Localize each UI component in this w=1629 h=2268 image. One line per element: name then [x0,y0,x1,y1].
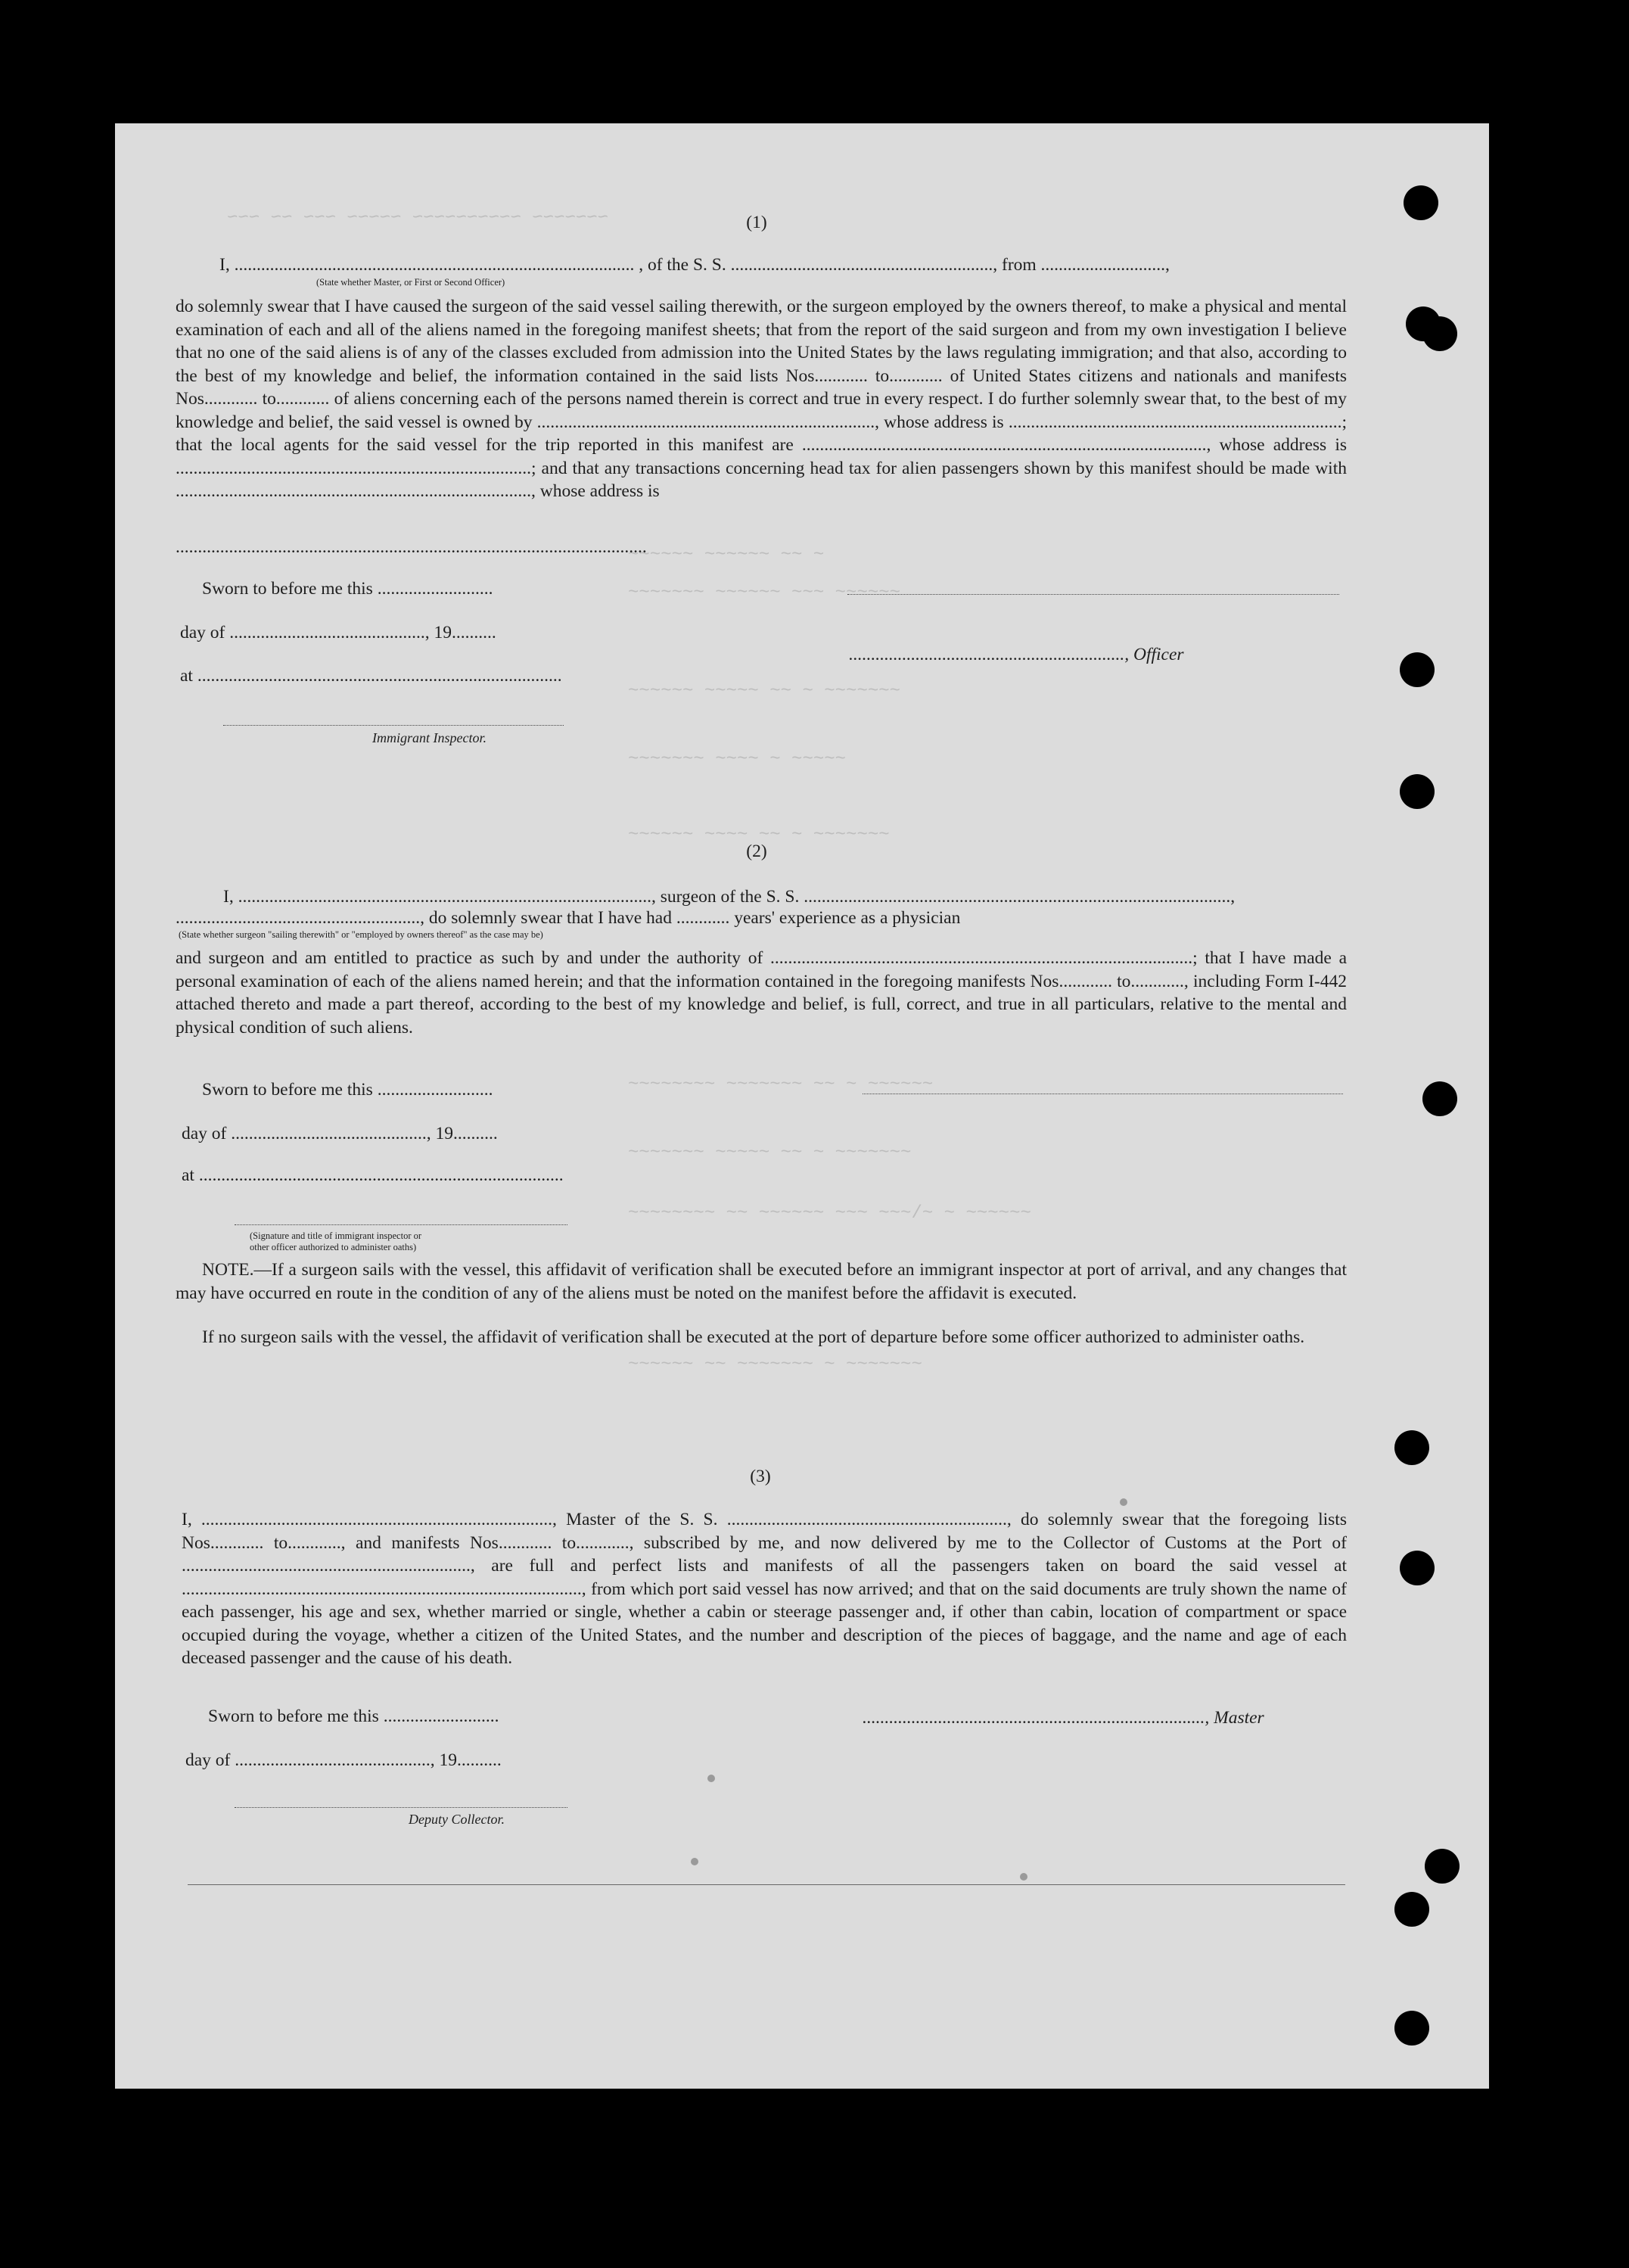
punch-hole [1400,774,1435,809]
paper-speck [1020,1873,1027,1881]
section2-paragraph: and surgeon and am entitled to practice as such by and under the authority of ...............................................................................................; that I have made a personal examination of each of the aliens named herein; and that the information contained in the foregoing manifests Nos............ to............, including Form I-442 attached thereto and made a part thereof, according to the best of my knowledge and belief, is full, correct, and true in all particulars, relative to the mental and physical condition of such aliens. [176,948,1347,1038]
section2-sworn: Sworn to before me this .......................... [202,1080,493,1100]
punch-hole [1422,316,1457,351]
section3-collector-line [235,1807,567,1809]
paper-speck [707,1775,715,1782]
bottom-rule [188,1884,1345,1885]
bleed-through-text: ~~~~~~~ ~~~~~~ ~~~ ~~~~~~ [628,583,901,603]
section3-collector-caption: Deputy Collector. [409,1812,505,1827]
section2-hint-line1: (Signature and title of immigrant inspector or [250,1230,422,1241]
bleed-through-text: ~~~~~~ ~~~~ ~~ ~ ~~~~~~~ [628,825,890,845]
punch-hole [1425,1849,1460,1884]
punch-hole [1400,652,1435,687]
section3-number: (3) [750,1467,771,1486]
section2-hint: (State whether surgeon "sailing therewith" or "employed by owners thereof" as the case may be) [179,929,543,940]
bleed-through-text: ~~~ ~~ ~~~ ~~~~~ ~~~~~~~~~~ ~~~~~~~ [227,204,609,225]
section1-at: at .................................................................................. [180,666,562,686]
section2-note-second: If no surgeon sails with the vessel, the affidavit of verification shall be executed at the port of departure before some officer authorized to administer oaths. [202,1327,1305,1347]
bleed-through-text: ~~~~~~ ~~ ~~~~~~~ ~ ~~~~~~~ [628,1355,922,1375]
section1-inspector-caption: Immigrant Inspector. [372,730,487,745]
punch-hole [1394,1430,1429,1465]
section1-officer: .............................................................., Officer [849,645,1184,664]
section3-master: ............................................................................., Master [863,1708,1264,1728]
section2-at: at .................................................................................. [182,1165,564,1185]
bleed-through-text: ~~~~~~~ ~~~~ ~ ~~~~~ [628,749,847,770]
section1-sworn: Sworn to before me this .......................... [202,579,493,599]
section2-first-line: I, ............................................................................................., surgeon of the S. S. ................................................................................................, [223,887,1236,907]
section2-signature-line [863,1094,1343,1095]
section2-note: NOTE.—If a surgeon sails with the vessel, this affidavit of verification shall be executed before an immigrant inspector at port of arrival, and any changes that may have occurred en route in the condition of any of the aliens must be noted on the manifest before the affidavit is executed. [176,1260,1347,1303]
punch-hole [1394,2011,1429,2046]
bleed-through-text: ~~~~~~ ~~~~~~ ~~ ~ [628,545,825,565]
section1-day: day of ............................................, 19.......... [180,623,496,642]
section1-number: (1) [746,213,767,232]
punch-hole [1400,1551,1435,1585]
bleed-through-text: ~~~~~~~ ~~~~~ ~~ ~ ~~~~~~~ [628,1143,912,1163]
punch-hole [1422,1081,1457,1116]
bleed-through-text: ~~~~~~~~ ~~~~~~~ ~~ ~ ~~~~~~ [628,1075,934,1095]
section1-signature-line [847,594,1339,596]
section1-paragraph: do solemnly swear that I have caused the surgeon of the said vessel sailing therewith, or the surgeon employed by the owners thereof, to make a physical and mental examination of each and all of the aliens named in the foregoing manifest sheets; that from the report of the said surgeon and from my own investigation I believe that no one of the said aliens is of any of the classes excluded from admission into the United States by the laws regulating immigration; and that also, according to the best of my knowledge and belief, the information contained in the said lists Nos............ to............ of United States citizens and nationals and manifests Nos............ to............ of aliens concerning each of the persons named therein is correct and true in every respect. I do further solemnly swear that, to the best of my knowledge and belief, the said vessel is owned by ............................................................................, whose address is ...........................................................................; that the local agents for the said vessel for the trip reported in this manifest are ..........................................................................................., whose address is ................................................................................; and that any transactions concerning head tax for alien passengers shown by this manifest should be made with ................................................................................, whose address is [176,297,1347,501]
section2-number: (2) [746,842,767,861]
section2-second-line: ......................................................., do solemnly swear that I have had ............ years' experience as a physician [176,908,961,928]
section3-day: day of ............................................, 19.......... [185,1750,502,1770]
bleed-through-text: ~~~~~~~~ ~~ ~~~~~~ ~~~ ~~~/~ ~ ~~~~~~ [628,1203,1031,1224]
section3-sworn: Sworn to before me this .......................... [208,1706,499,1726]
section1-inspector-line [223,725,564,726]
punch-hole [1404,185,1438,220]
paper-speck [1120,1498,1127,1506]
section2-day: day of ............................................, 19.......... [182,1124,498,1143]
section1-paragraph-tail: .......................................................................................................... [176,537,647,557]
section1-first-line: I, .......................................................................................... , of the S. S. ..........................................................., from ............................, [219,255,1170,275]
punch-hole [1394,1892,1429,1927]
bleed-through-text: ~~~~~~ ~~~~~ ~~ ~ ~~~~~~~ [628,681,901,702]
section2-inspector-line [235,1224,567,1226]
section2-hint-line2: other officer authorized to administer oaths) [250,1242,417,1252]
section1-hint: (State whether Master, or First or Second Officer) [316,277,505,288]
section3-paragraph: I, ..............................................................................., Master of the S. S. ..............................................................., do solemnly swear that the foregoing lists Nos............ to............, and manifests Nos............ to............, subscribed by me, and now delivered by me to the Collector of Customs at the Port of ................................................................., are full and perfect lists and manifests of all the passengers taken on board the said vessel at .........................................................................................., from which port said vessel has now arrived; and that on the said documents are truly shown the name of each passenger, his age and sex, whether married or single, whether a cabin or steerage passenger and, if other than cabin, location of compartment or space occupied during the voyage, whether a citizen of the United States, and the number and description of the pieces of baggage, and the name and age of each deceased passenger and the cause of his death. [182,1510,1347,1668]
paper-speck [691,1858,698,1865]
